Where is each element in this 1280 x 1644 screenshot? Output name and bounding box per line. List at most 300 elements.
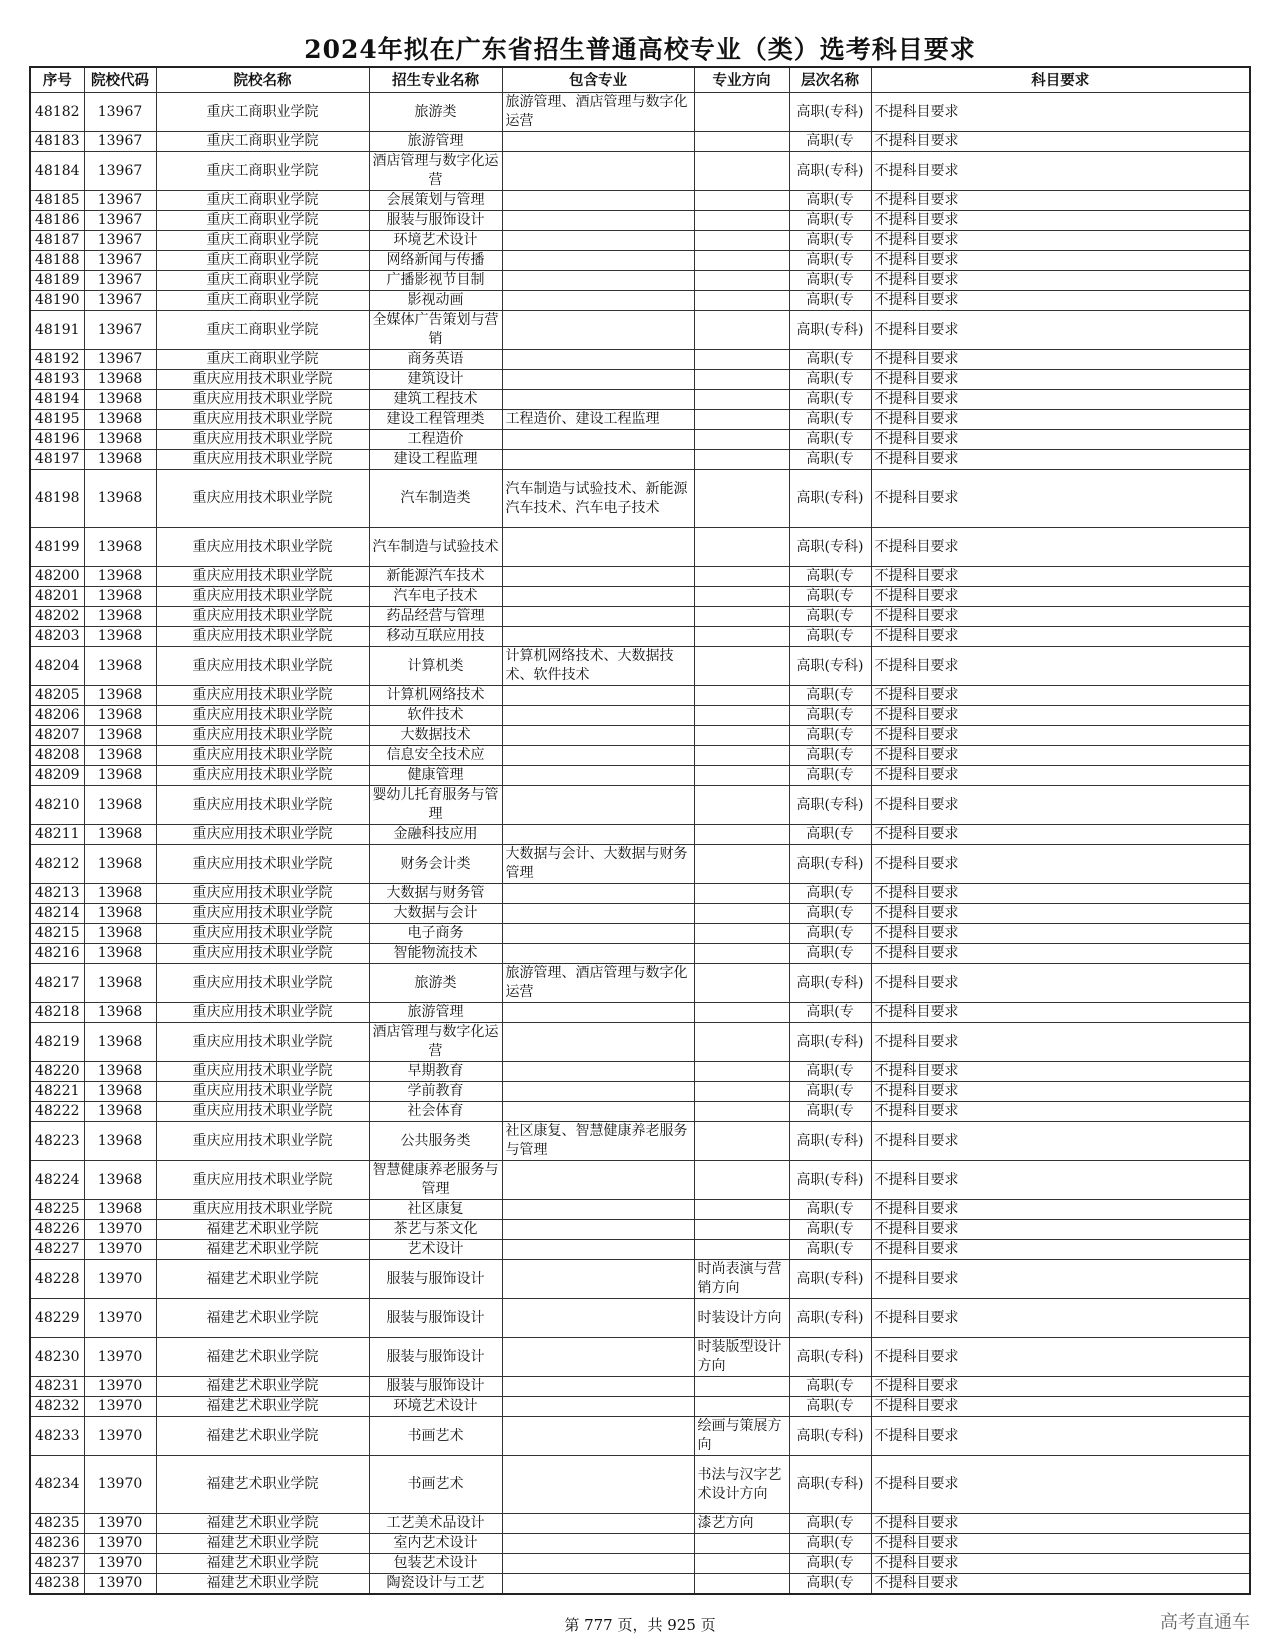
cell-index: 48198 [30, 470, 84, 528]
cell-included-majors [502, 1240, 694, 1260]
cell-level: 高职(专 [789, 1574, 871, 1595]
cell-school-name: 重庆工商职业学院 [156, 311, 369, 350]
cell-included-majors [502, 1377, 694, 1397]
cell-direction: 书法与汉字艺术设计方向 [694, 1456, 789, 1514]
cell-included-majors [502, 390, 694, 410]
table-row [30, 1082, 1250, 1102]
cell-direction [694, 271, 789, 291]
cell-included-majors [502, 746, 694, 766]
cell-included-majors [502, 884, 694, 904]
cell-level: 高职(专 [789, 450, 871, 470]
cell-subject-requirement: 不提科目要求 [871, 706, 1250, 726]
cell-direction [694, 746, 789, 766]
cell-index: 48230 [30, 1338, 84, 1377]
cell-major-name: 网络新闻与传播 [369, 251, 502, 271]
cell-subject-requirement: 不提科目要求 [871, 1161, 1250, 1200]
cell-subject-requirement: 不提科目要求 [871, 430, 1250, 450]
cell-major-name: 金融科技应用 [369, 825, 502, 845]
cell-index: 48195 [30, 410, 84, 430]
cell-index: 48208 [30, 746, 84, 766]
table-row [30, 1338, 1250, 1377]
cell-included-majors [502, 786, 694, 825]
cell-level: 高职(专 [789, 390, 871, 410]
cell-included-majors [502, 1260, 694, 1299]
table-row [30, 311, 1250, 350]
cell-included-majors [502, 1062, 694, 1082]
cell-level: 高职(专 [789, 1534, 871, 1554]
cell-level: 高职(专科) [789, 1299, 871, 1338]
cell-school-name: 重庆应用技术职业学院 [156, 1161, 369, 1200]
cell-direction [694, 726, 789, 746]
cell-level: 高职(专 [789, 825, 871, 845]
cell-school-code: 13968 [84, 786, 156, 825]
cell-index: 48196 [30, 430, 84, 450]
cell-school-name: 福建艺术职业学院 [156, 1220, 369, 1240]
cell-school-code: 13968 [84, 1023, 156, 1062]
cell-direction: 漆艺方向 [694, 1514, 789, 1534]
cell-school-name: 重庆应用技术职业学院 [156, 430, 369, 450]
cell-level: 高职(专 [789, 430, 871, 450]
cell-school-code: 13968 [84, 884, 156, 904]
table-row [30, 766, 1250, 786]
cell-school-name: 福建艺术职业学院 [156, 1514, 369, 1534]
cell-major-name: 书画艺术 [369, 1417, 502, 1456]
cell-index: 48199 [30, 528, 84, 567]
cell-school-name: 重庆工商职业学院 [156, 152, 369, 191]
cell-school-code: 13967 [84, 231, 156, 251]
cell-school-name: 重庆应用技术职业学院 [156, 470, 369, 528]
cell-school-code: 13967 [84, 311, 156, 350]
cell-index: 48206 [30, 706, 84, 726]
cell-school-name: 重庆应用技术职业学院 [156, 567, 369, 587]
cell-included-majors [502, 1397, 694, 1417]
table-row [30, 291, 1250, 311]
cell-index: 48203 [30, 627, 84, 647]
cell-direction [694, 1377, 789, 1397]
cell-direction [694, 1023, 789, 1062]
cell-included-majors [502, 1456, 694, 1514]
table-row [30, 627, 1250, 647]
cell-school-code: 13968 [84, 430, 156, 450]
cell-major-name: 社区康复 [369, 1200, 502, 1220]
cell-direction [694, 766, 789, 786]
cell-school-name: 重庆应用技术职业学院 [156, 726, 369, 746]
cell-school-name: 福建艺术职业学院 [156, 1299, 369, 1338]
table-row [30, 410, 1250, 430]
cell-direction [694, 1062, 789, 1082]
cell-direction [694, 1397, 789, 1417]
cell-subject-requirement: 不提科目要求 [871, 1514, 1250, 1534]
cell-index: 48201 [30, 587, 84, 607]
cell-index: 48194 [30, 390, 84, 410]
cell-school-code: 13967 [84, 93, 156, 132]
header-direction: 专业方向 [694, 67, 789, 93]
cell-school-code: 13968 [84, 647, 156, 686]
cell-level: 高职(专科) [789, 1122, 871, 1161]
cell-included-majors [502, 1082, 694, 1102]
cell-level: 高职(专 [789, 370, 871, 390]
cell-index: 48238 [30, 1574, 84, 1595]
cell-included-majors [502, 231, 694, 251]
cell-subject-requirement: 不提科目要求 [871, 231, 1250, 251]
cell-major-name: 建设工程监理 [369, 450, 502, 470]
cell-level: 高职(专科) [789, 786, 871, 825]
cell-school-name: 重庆应用技术职业学院 [156, 1200, 369, 1220]
cell-direction: 时装设计方向 [694, 1299, 789, 1338]
cell-included-majors [502, 944, 694, 964]
cell-school-code: 13970 [84, 1260, 156, 1299]
cell-included-majors [502, 251, 694, 271]
cell-direction [694, 1574, 789, 1595]
cell-direction [694, 1200, 789, 1220]
table-row [30, 904, 1250, 924]
cell-index: 48197 [30, 450, 84, 470]
cell-school-name: 重庆应用技术职业学院 [156, 410, 369, 430]
cell-index: 48205 [30, 686, 84, 706]
header-level: 层次名称 [789, 67, 871, 93]
cell-included-majors [502, 627, 694, 647]
cell-subject-requirement: 不提科目要求 [871, 686, 1250, 706]
table-row [30, 132, 1250, 152]
cell-included-majors [502, 1220, 694, 1240]
cell-subject-requirement: 不提科目要求 [871, 1220, 1250, 1240]
cell-direction [694, 1102, 789, 1122]
cell-school-code: 13968 [84, 825, 156, 845]
cell-level: 高职(专科) [789, 1338, 871, 1377]
cell-major-name: 计算机类 [369, 647, 502, 686]
cell-direction: 绘画与策展方向 [694, 1417, 789, 1456]
cell-direction [694, 390, 789, 410]
cell-level: 高职(专 [789, 587, 871, 607]
cell-level: 高职(专科) [789, 845, 871, 884]
cell-level: 高职(专 [789, 924, 871, 944]
cell-school-code: 13970 [84, 1554, 156, 1574]
table-row [30, 1514, 1250, 1534]
cell-subject-requirement: 不提科目要求 [871, 1062, 1250, 1082]
cell-subject-requirement: 不提科目要求 [871, 191, 1250, 211]
cell-school-name: 重庆工商职业学院 [156, 93, 369, 132]
cell-direction [694, 450, 789, 470]
cell-major-name: 汽车制造类 [369, 470, 502, 528]
table-row [30, 370, 1250, 390]
cell-major-name: 软件技术 [369, 706, 502, 726]
cell-subject-requirement: 不提科目要求 [871, 627, 1250, 647]
cell-included-majors: 汽车制造与试验技术、新能源汽车技术、汽车电子技术 [502, 470, 694, 528]
cell-school-name: 重庆应用技术职业学院 [156, 627, 369, 647]
cell-school-name: 重庆应用技术职业学院 [156, 607, 369, 627]
cell-school-name: 重庆工商职业学院 [156, 350, 369, 370]
cell-school-name: 福建艺术职业学院 [156, 1456, 369, 1514]
cell-school-code: 13967 [84, 152, 156, 191]
cell-direction [694, 1122, 789, 1161]
cell-school-name: 重庆工商职业学院 [156, 191, 369, 211]
cell-major-name: 早期教育 [369, 1062, 502, 1082]
cell-subject-requirement: 不提科目要求 [871, 251, 1250, 271]
cell-included-majors [502, 191, 694, 211]
cell-level: 高职(专 [789, 1003, 871, 1023]
cell-school-code: 13968 [84, 1122, 156, 1161]
cell-school-code: 13968 [84, 904, 156, 924]
cell-school-code: 13970 [84, 1220, 156, 1240]
cell-subject-requirement: 不提科目要求 [871, 1456, 1250, 1514]
cell-school-name: 重庆工商职业学院 [156, 291, 369, 311]
cell-included-majors [502, 924, 694, 944]
cell-index: 48227 [30, 1240, 84, 1260]
cell-included-majors [502, 350, 694, 370]
cell-included-majors [502, 686, 694, 706]
cell-subject-requirement: 不提科目要求 [871, 211, 1250, 231]
cell-school-name: 福建艺术职业学院 [156, 1377, 369, 1397]
cell-subject-requirement: 不提科目要求 [871, 1574, 1250, 1595]
table-row [30, 251, 1250, 271]
cell-level: 高职(专科) [789, 1260, 871, 1299]
cell-school-name: 重庆应用技术职业学院 [156, 647, 369, 686]
cell-school-code: 13968 [84, 1200, 156, 1220]
table-row [30, 1062, 1250, 1082]
cell-major-name: 旅游管理 [369, 1003, 502, 1023]
cell-school-code: 13970 [84, 1514, 156, 1534]
cell-subject-requirement: 不提科目要求 [871, 587, 1250, 607]
cell-major-name: 计算机网络技术 [369, 686, 502, 706]
cell-major-name: 社会体育 [369, 1102, 502, 1122]
cell-major-name: 包装艺术设计 [369, 1554, 502, 1574]
cell-direction [694, 1082, 789, 1102]
cell-major-name: 艺术设计 [369, 1240, 502, 1260]
cell-subject-requirement: 不提科目要求 [871, 1417, 1250, 1456]
cell-level: 高职(专 [789, 271, 871, 291]
cell-school-code: 13967 [84, 211, 156, 231]
cell-direction [694, 1534, 789, 1554]
cell-level: 高职(专 [789, 132, 871, 152]
cell-index: 48215 [30, 924, 84, 944]
cell-included-majors [502, 726, 694, 746]
cell-index: 48226 [30, 1220, 84, 1240]
cell-included-majors [502, 1102, 694, 1122]
cell-major-name: 商务英语 [369, 350, 502, 370]
cell-included-majors [502, 1200, 694, 1220]
table-row [30, 93, 1250, 132]
cell-major-name: 旅游管理 [369, 132, 502, 152]
cell-index: 48200 [30, 567, 84, 587]
cell-subject-requirement: 不提科目要求 [871, 1338, 1250, 1377]
cell-major-name: 酒店管理与数字化运营 [369, 1023, 502, 1062]
cell-major-name: 汽车电子技术 [369, 587, 502, 607]
cell-subject-requirement: 不提科目要求 [871, 291, 1250, 311]
cell-school-code: 13968 [84, 410, 156, 430]
table-row [30, 1161, 1250, 1200]
cell-level: 高职(专 [789, 706, 871, 726]
cell-index: 48233 [30, 1417, 84, 1456]
cell-index: 48193 [30, 370, 84, 390]
cell-major-name: 药品经营与管理 [369, 607, 502, 627]
cell-school-code: 13968 [84, 1082, 156, 1102]
cell-index: 48217 [30, 964, 84, 1003]
cell-level: 高职(专科) [789, 1417, 871, 1456]
cell-subject-requirement: 不提科目要求 [871, 647, 1250, 686]
cell-subject-requirement: 不提科目要求 [871, 1534, 1250, 1554]
cell-level: 高职(专 [789, 1062, 871, 1082]
cell-subject-requirement: 不提科目要求 [871, 726, 1250, 746]
cell-school-name: 重庆应用技术职业学院 [156, 904, 369, 924]
cell-direction [694, 1161, 789, 1200]
table-row [30, 1260, 1250, 1299]
cell-level: 高职(专 [789, 944, 871, 964]
cell-school-code: 13968 [84, 1003, 156, 1023]
cell-school-name: 重庆应用技术职业学院 [156, 528, 369, 567]
cell-level: 高职(专 [789, 627, 871, 647]
cell-subject-requirement: 不提科目要求 [871, 1299, 1250, 1338]
cell-school-code: 13968 [84, 746, 156, 766]
cell-level: 高职(专 [789, 410, 871, 430]
cell-major-name: 陶瓷设计与工艺 [369, 1574, 502, 1595]
cell-level: 高职(专科) [789, 528, 871, 567]
cell-level: 高职(专 [789, 211, 871, 231]
cell-direction [694, 825, 789, 845]
cell-level: 高职(专 [789, 567, 871, 587]
cell-index: 48232 [30, 1397, 84, 1417]
cell-index: 48228 [30, 1260, 84, 1299]
cell-major-name: 建筑工程技术 [369, 390, 502, 410]
cell-school-name: 福建艺术职业学院 [156, 1260, 369, 1299]
table-row [30, 271, 1250, 291]
cell-included-majors: 大数据与会计、大数据与财务管理 [502, 845, 694, 884]
cell-school-code: 13968 [84, 1062, 156, 1082]
cell-index: 48218 [30, 1003, 84, 1023]
table-row [30, 1200, 1250, 1220]
cell-school-name: 重庆应用技术职业学院 [156, 825, 369, 845]
cell-major-name: 服装与服饰设计 [369, 1377, 502, 1397]
cell-direction [694, 211, 789, 231]
cell-major-name: 汽车制造与试验技术 [369, 528, 502, 567]
cell-school-code: 13968 [84, 726, 156, 746]
cell-level: 高职(专科) [789, 470, 871, 528]
cell-included-majors [502, 1338, 694, 1377]
cell-direction [694, 686, 789, 706]
table-row [30, 211, 1250, 231]
table-row [30, 1220, 1250, 1240]
cell-major-name: 大数据与财务管 [369, 884, 502, 904]
cell-major-name: 智慧健康养老服务与管理 [369, 1161, 502, 1200]
cell-level: 高职(专 [789, 884, 871, 904]
table-row [30, 786, 1250, 825]
cell-index: 48182 [30, 93, 84, 132]
header-major-name: 招生专业名称 [369, 67, 502, 93]
cell-level: 高职(专科) [789, 1161, 871, 1200]
header-subject-requirement: 科目要求 [871, 67, 1250, 93]
cell-direction [694, 1554, 789, 1574]
cell-direction [694, 627, 789, 647]
cell-major-name: 学前教育 [369, 1082, 502, 1102]
table-row [30, 1377, 1250, 1397]
cell-school-name: 重庆应用技术职业学院 [156, 924, 369, 944]
cell-school-name: 重庆应用技术职业学院 [156, 390, 369, 410]
cell-major-name: 财务会计类 [369, 845, 502, 884]
cell-major-name: 酒店管理与数字化运营 [369, 152, 502, 191]
cell-school-name: 重庆应用技术职业学院 [156, 1062, 369, 1082]
cell-major-name: 服装与服饰设计 [369, 1260, 502, 1299]
cell-school-code: 13968 [84, 587, 156, 607]
cell-school-name: 重庆工商职业学院 [156, 211, 369, 231]
cell-level: 高职(专 [789, 904, 871, 924]
cell-index: 48189 [30, 271, 84, 291]
cell-school-name: 重庆工商职业学院 [156, 271, 369, 291]
cell-level: 高职(专 [789, 746, 871, 766]
cell-included-majors [502, 430, 694, 450]
cell-major-name: 公共服务类 [369, 1122, 502, 1161]
cell-included-majors [502, 1003, 694, 1023]
cell-index: 48204 [30, 647, 84, 686]
cell-school-code: 13970 [84, 1377, 156, 1397]
cell-level: 高职(专 [789, 1397, 871, 1417]
table-row [30, 587, 1250, 607]
cell-direction [694, 607, 789, 627]
cell-major-name: 广播影视节目制 [369, 271, 502, 291]
page-number: 第 777 页，共 925 页 [564, 1616, 716, 1634]
cell-level: 高职(专 [789, 766, 871, 786]
cell-direction [694, 311, 789, 350]
cell-included-majors [502, 1299, 694, 1338]
table-row [30, 924, 1250, 944]
cell-index: 48214 [30, 904, 84, 924]
cell-subject-requirement: 不提科目要求 [871, 271, 1250, 291]
cell-subject-requirement: 不提科目要求 [871, 845, 1250, 884]
cell-school-code: 13970 [84, 1456, 156, 1514]
cell-included-majors: 旅游管理、酒店管理与数字化运营 [502, 93, 694, 132]
cell-index: 48185 [30, 191, 84, 211]
cell-direction [694, 231, 789, 251]
cell-included-majors [502, 1514, 694, 1534]
cell-included-majors [502, 152, 694, 191]
cell-major-name: 大数据与会计 [369, 904, 502, 924]
cell-school-code: 13967 [84, 271, 156, 291]
cell-school-code: 13968 [84, 470, 156, 528]
cell-major-name: 旅游类 [369, 93, 502, 132]
cell-direction [694, 152, 789, 191]
table-row [30, 1299, 1250, 1338]
cell-major-name: 工艺美术品设计 [369, 1514, 502, 1534]
cell-index: 48235 [30, 1514, 84, 1534]
table-row [30, 1554, 1250, 1574]
cell-included-majors [502, 706, 694, 726]
cell-included-majors [502, 1417, 694, 1456]
cell-index: 48202 [30, 607, 84, 627]
table-row [30, 1456, 1250, 1514]
cell-level: 高职(专科) [789, 647, 871, 686]
cell-index: 48223 [30, 1122, 84, 1161]
cell-index: 48211 [30, 825, 84, 845]
cell-school-name: 福建艺术职业学院 [156, 1240, 369, 1260]
cell-major-name: 移动互联应用技 [369, 627, 502, 647]
cell-direction [694, 706, 789, 726]
cell-direction [694, 964, 789, 1003]
cell-index: 48236 [30, 1534, 84, 1554]
cell-direction [694, 528, 789, 567]
cell-included-majors [502, 567, 694, 587]
cell-school-name: 重庆应用技术职业学院 [156, 884, 369, 904]
cell-index: 48216 [30, 944, 84, 964]
cell-school-code: 13968 [84, 1161, 156, 1200]
cell-school-name: 福建艺术职业学院 [156, 1417, 369, 1456]
table-row [30, 964, 1250, 1003]
cell-school-name: 重庆应用技术职业学院 [156, 706, 369, 726]
cell-level: 高职(专科) [789, 93, 871, 132]
cell-major-name: 服装与服饰设计 [369, 1299, 502, 1338]
cell-level: 高职(专科) [789, 311, 871, 350]
cell-subject-requirement: 不提科目要求 [871, 1102, 1250, 1122]
cell-direction [694, 1003, 789, 1023]
cell-subject-requirement: 不提科目要求 [871, 825, 1250, 845]
cell-subject-requirement: 不提科目要求 [871, 746, 1250, 766]
